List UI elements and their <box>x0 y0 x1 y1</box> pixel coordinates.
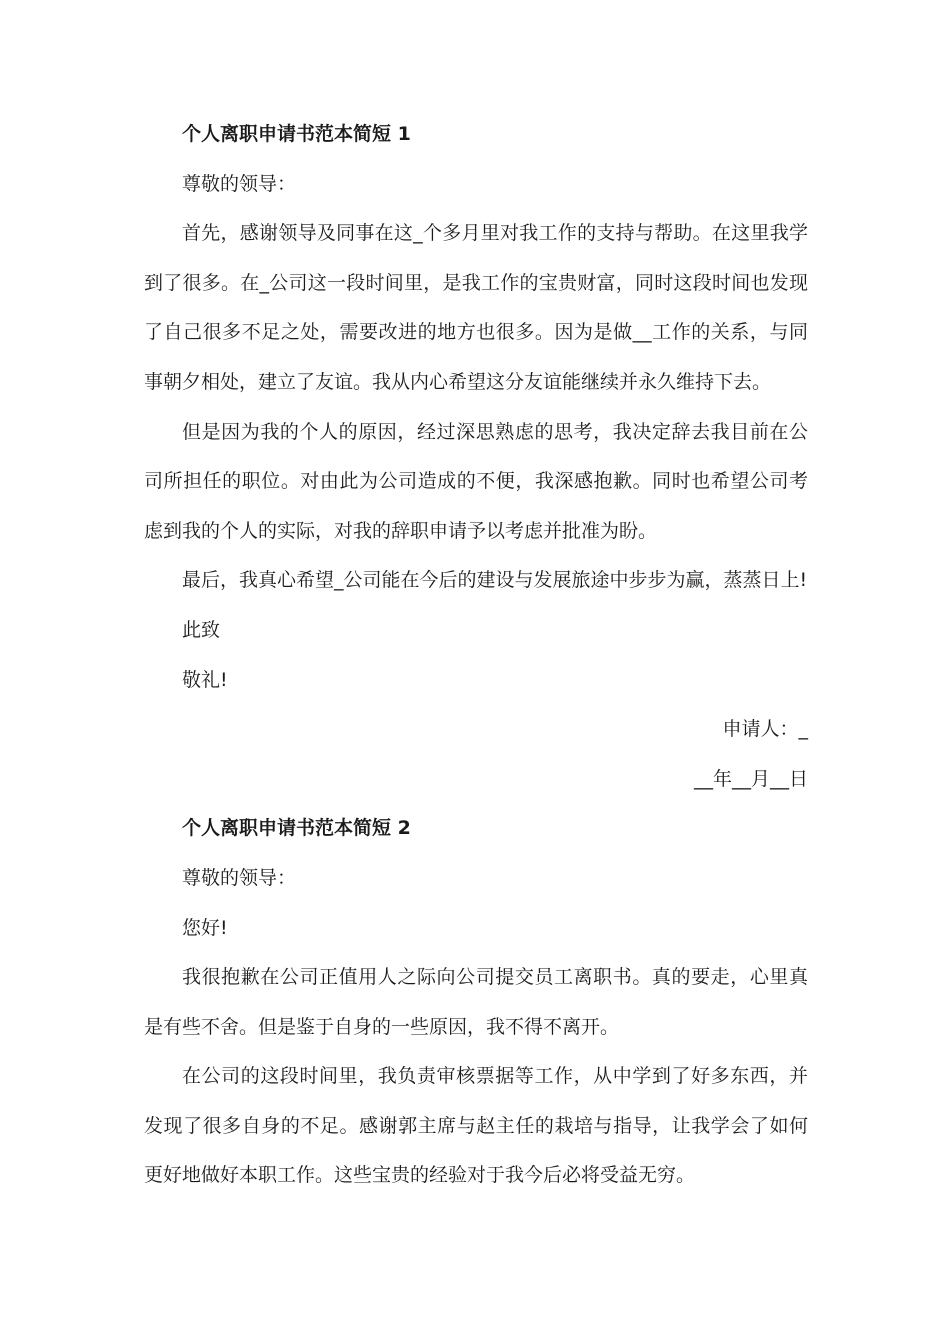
document-body <box>144 110 808 1201</box>
section-1-applicant: 申请人：_ <box>722 718 808 741</box>
section-1-closing-1: 此致 <box>182 618 221 641</box>
section-2-salutation: 尊敬的领导： <box>182 866 297 889</box>
section-1-title: 个人离职申请书范本简短 1 <box>182 123 411 145</box>
section-2-paragraph-1: 我很抱歉在公司正值用人之际向公司提交员工离职书。真的要走，心里真是有些不舍。但是鉴于自身的一些原因，我不得不离开。 <box>144 966 808 1038</box>
section-1-closing-2: 敬礼! <box>182 668 228 691</box>
section-2-greeting: 您好! <box>182 916 228 939</box>
section-1-paragraph-2: 但是因为我的个人的原因，经过深思熟虑的思考，我决定辞去我目前在公司所担任的职位。对由此为公司造成的不便，我深感抱歉。同时也希望公司考虑到我的个人的实际，对我的辞职申请予以考虑并批准为盼。 <box>144 420 808 542</box>
section-2-title: 个人离职申请书范本简短 2 <box>182 817 411 840</box>
section-1-paragraph-3: 最后，我真心希望_公司能在今后的建设与发展旅途中步步为赢，蒸蒸日上! <box>182 569 808 592</box>
section-2-paragraph-2: 在公司的这段时间里，我负责审核票据等工作，从中学到了好多东西，并发现了很多自身的不足。感谢郭主席与赵主任的栽培与指导，让我学会了如何更好地做好本职工作。这些宝贵的经验对于我今后必将受益无穷。 <box>144 1065 808 1187</box>
section-1-paragraph-1: 首先，感谢领导及同事在这_个多月里对我工作的支持与帮助。在这里我学到了很多。在_公司这一段时间里，是我工作的宝贵财富，同时这段时间也发现了自己很多不足之处，需要改进的地方也很多。因为是做__工作的关系，与同事朝夕相处，建立了友谊。我从内心希望这分友谊能继续并永久维持下去。 <box>144 222 808 393</box>
section-1-salutation: 尊敬的领导： <box>182 172 297 195</box>
section-1-date: __年__月__日 <box>693 767 808 790</box>
